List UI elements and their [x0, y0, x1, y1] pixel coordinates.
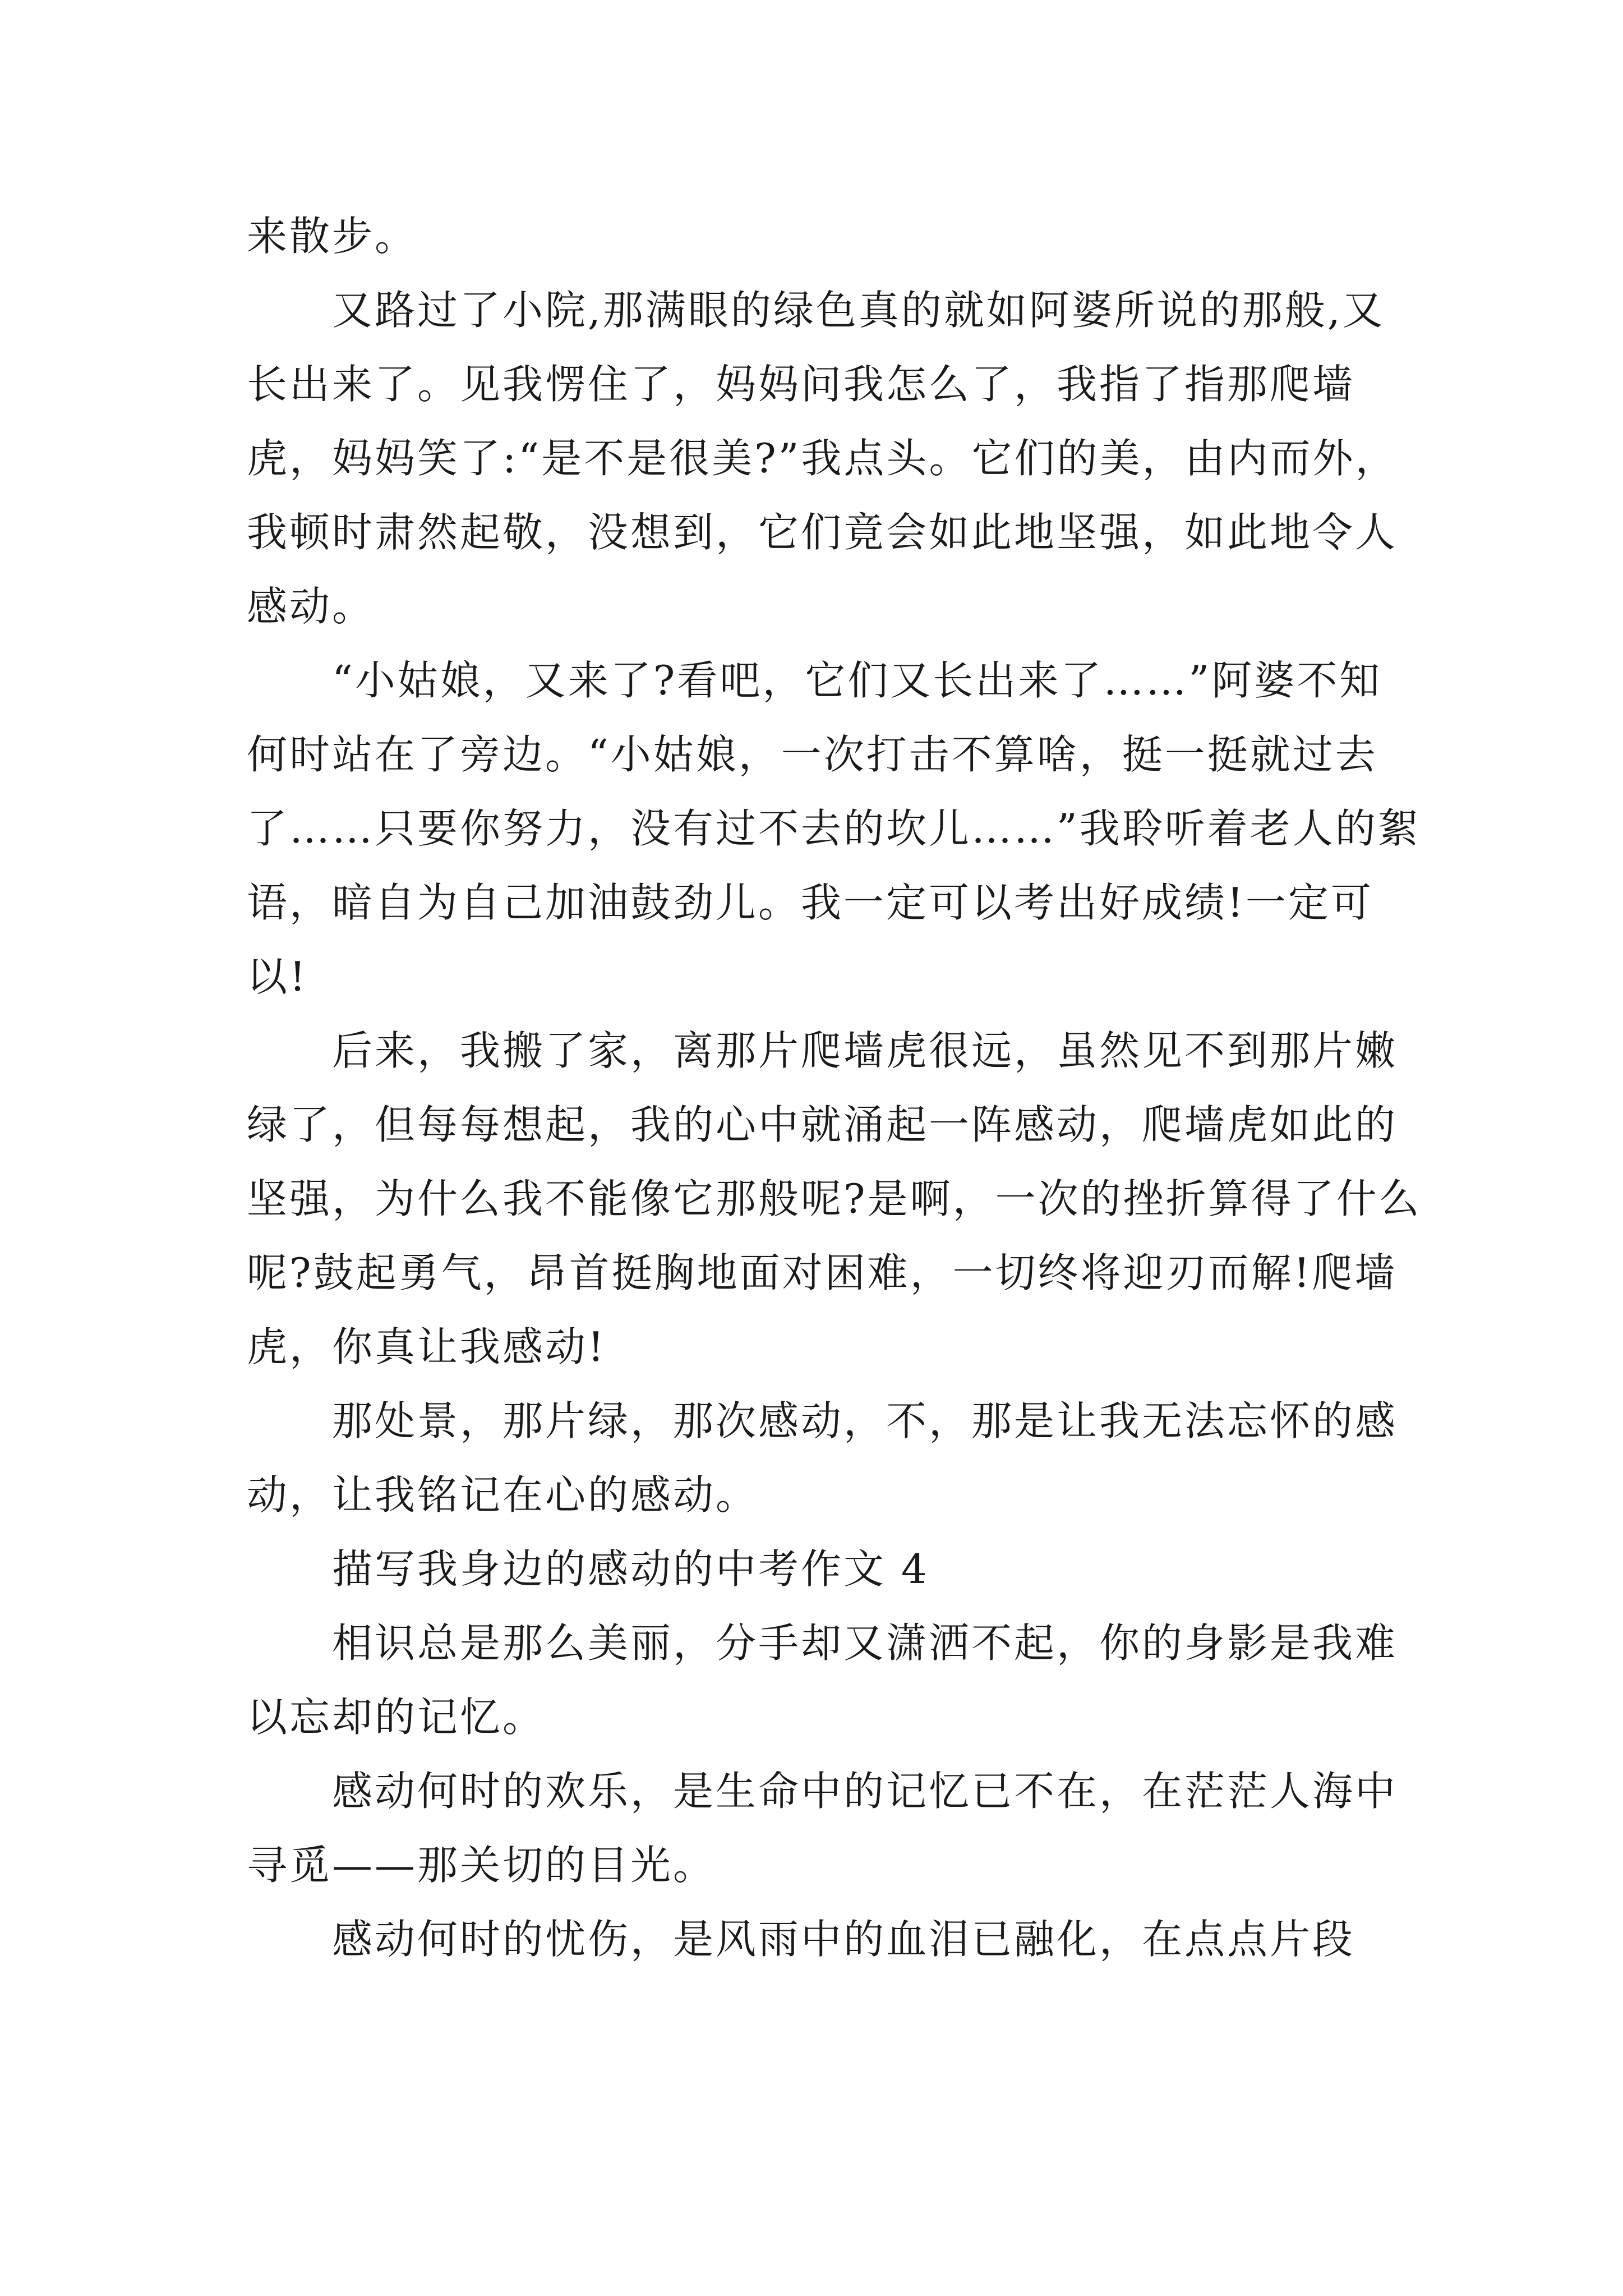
section-title: 描写我身边的感动的中考作文 4 — [332, 1545, 929, 1593]
paragraph: 那处景，那片绿，那次感动，不，那是让我无法忘怀的感动，让我铭记在心的感动。 — [247, 1397, 1398, 1519]
paragraph-continuation: 来散步。 — [247, 213, 418, 260]
paragraph: 感动何时的忧伤，是风雨中的血泪已融化，在点点片段 — [332, 1916, 1355, 1963]
paragraph: 后来，我搬了家，离那片爬墙虎很远，虽然见不到那片嫩绿了，但每每想起，我的心中就涌起一阵感动，爬墙虎如此的坚强，为什么我不能像它那般呢?是啊，一次的挫折算得了什么呢?鼓起勇气，昂首挺胸地面对困难，一切终将迎刃而解!爬墙虎，你真让我感动! — [247, 1027, 1422, 1370]
paragraph: 感动何时的欢乐，是生命中的记忆已不在，在茫茫人海中寻觅——那关切的目光。 — [247, 1768, 1398, 1889]
paragraph: 又路过了小院,那满眼的绿色真的就如阿婆所说的那般,又长出来了。见我愣住了，妈妈问我怎么了，我指了指那爬墙虎，妈妈笑了:“是不是很美?”我点头。它们的美，由内而外，我顿时肃然起敬，没想到，它们竟会如此地坚强，如此地令人感动。 — [247, 287, 1398, 630]
paragraph: “小姑娘，又来了?看吧，它们又长出来了……”阿婆不知何时站在了旁边。“小姑娘，一次打击不算啥，挺一挺就过去了……只要你努力，没有过不去的坎儿……”我聆听着老人的絮语，暗自为自己加油鼓劲儿。我一定可以考出好成绩!一定可以! — [247, 657, 1421, 1000]
paragraph: 相识总是那么美丽，分手却又潇洒不起，你的身影是我难以忘却的记忆。 — [247, 1619, 1398, 1741]
essay-body — [247, 199, 1424, 1976]
